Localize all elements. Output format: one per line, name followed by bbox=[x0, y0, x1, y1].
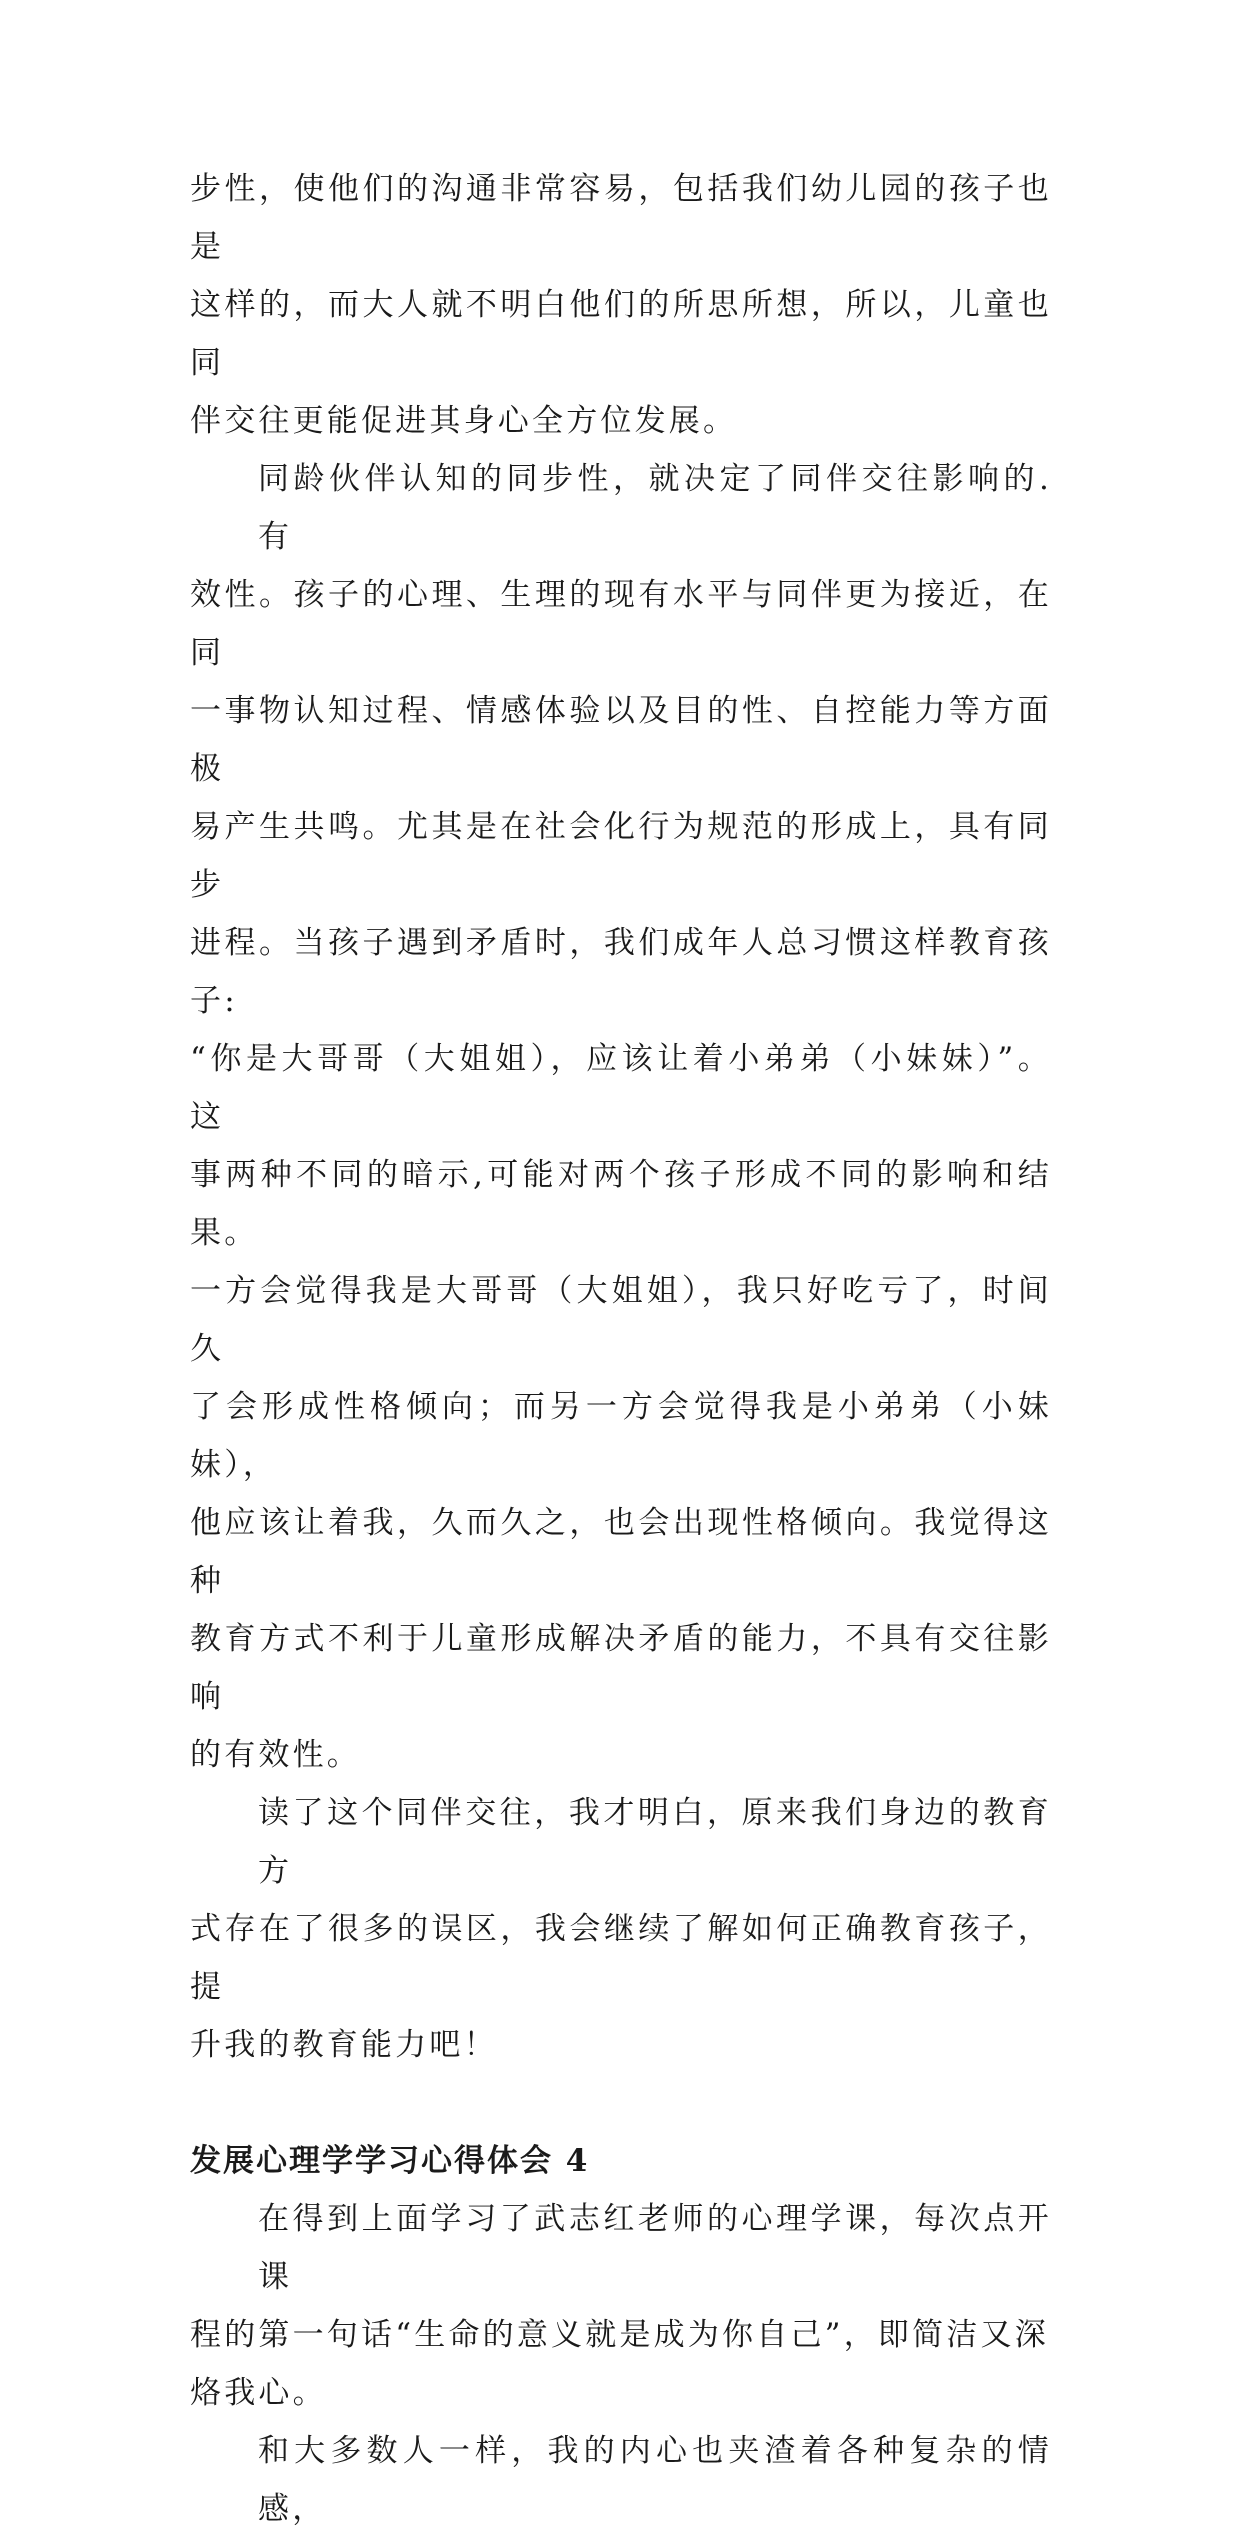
text-line: 式存在了很多的误区，我会继续了解如何正确教育孩子，提 bbox=[190, 1911, 1052, 2005]
text-line: 这样的，而大人就不明白他们的所思所想，所以，儿童也同 bbox=[190, 287, 1052, 381]
text-line: 步性，使他们的沟通非常容易，包括我们幼儿园的孩子也是 bbox=[190, 171, 1052, 265]
text-line: 事两种不同的暗示,可能对两个孩子形成不同的影响和结果。 bbox=[190, 1157, 1052, 1251]
text-line: 教育方式不利于儿童形成解决矛盾的能力，不具有交往影响 bbox=[190, 1621, 1052, 1715]
text-line: 同龄伙伴认知的同步性，就决定了同伴交往影响的.有 bbox=[258, 461, 1052, 555]
paragraph-5 bbox=[190, 2422, 1052, 2538]
paragraph-3 bbox=[190, 1784, 1052, 2074]
text-line: 读了这个同伴交往，我才明白，原来我们身边的教育方 bbox=[258, 1795, 1052, 1889]
text-line: 他应该让着我，久而久之，也会出现性格倾向。我觉得这种 bbox=[190, 1505, 1052, 1599]
paragraph-1 bbox=[190, 160, 1052, 450]
blank-line bbox=[190, 2074, 1052, 2132]
text-line: 的有效性。 bbox=[190, 1737, 361, 1773]
text-line: 效性。孩子的心理、生理的现有水平与同伴更为接近，在同 bbox=[190, 577, 1052, 671]
section-heading: 发展心理学学习心得体会 4 bbox=[190, 2143, 590, 2179]
text-line: 伴交往更能促进其身心全方位发展。 bbox=[190, 403, 738, 439]
text-line: 在得到上面学习了武志红老师的心理学课，每次点开课 bbox=[258, 2201, 1052, 2295]
text-line: 程的第一句话“生命的意义就是成为你自己”，即简洁又深 bbox=[190, 2317, 1049, 2353]
paragraph-4 bbox=[190, 2190, 1052, 2422]
text-line: 进程。当孩子遇到矛盾时，我们成年人总习惯这样教育孩子: bbox=[190, 925, 1052, 1019]
text-line: “你是大哥哥（大姐姐），应该让着小弟弟（小妹妹）”。这 bbox=[190, 1041, 1052, 1135]
document-page bbox=[190, 160, 1052, 2538]
text-line: 和大多数人一样，我的内心也夹渣着各种复杂的情感， bbox=[258, 2433, 1052, 2527]
text-line: 易产生共鸣。尤其是在社会化行为规范的形成上，具有同步 bbox=[190, 809, 1052, 903]
text-line: 烙我心。 bbox=[190, 2375, 327, 2411]
text-line: 升我的教育能力吧！ bbox=[190, 2027, 498, 2063]
text-line: 一方会觉得我是大哥哥（大姐姐），我只好吃亏了，时间久 bbox=[190, 1273, 1052, 1367]
text-line: 一事物认知过程、情感体验以及目的性、自控能力等方面极 bbox=[190, 693, 1052, 787]
paragraph-2 bbox=[190, 450, 1052, 1784]
text-line: 了会形成性格倾向；而另一方会觉得我是小弟弟（小妹妹）， bbox=[190, 1389, 1052, 1483]
